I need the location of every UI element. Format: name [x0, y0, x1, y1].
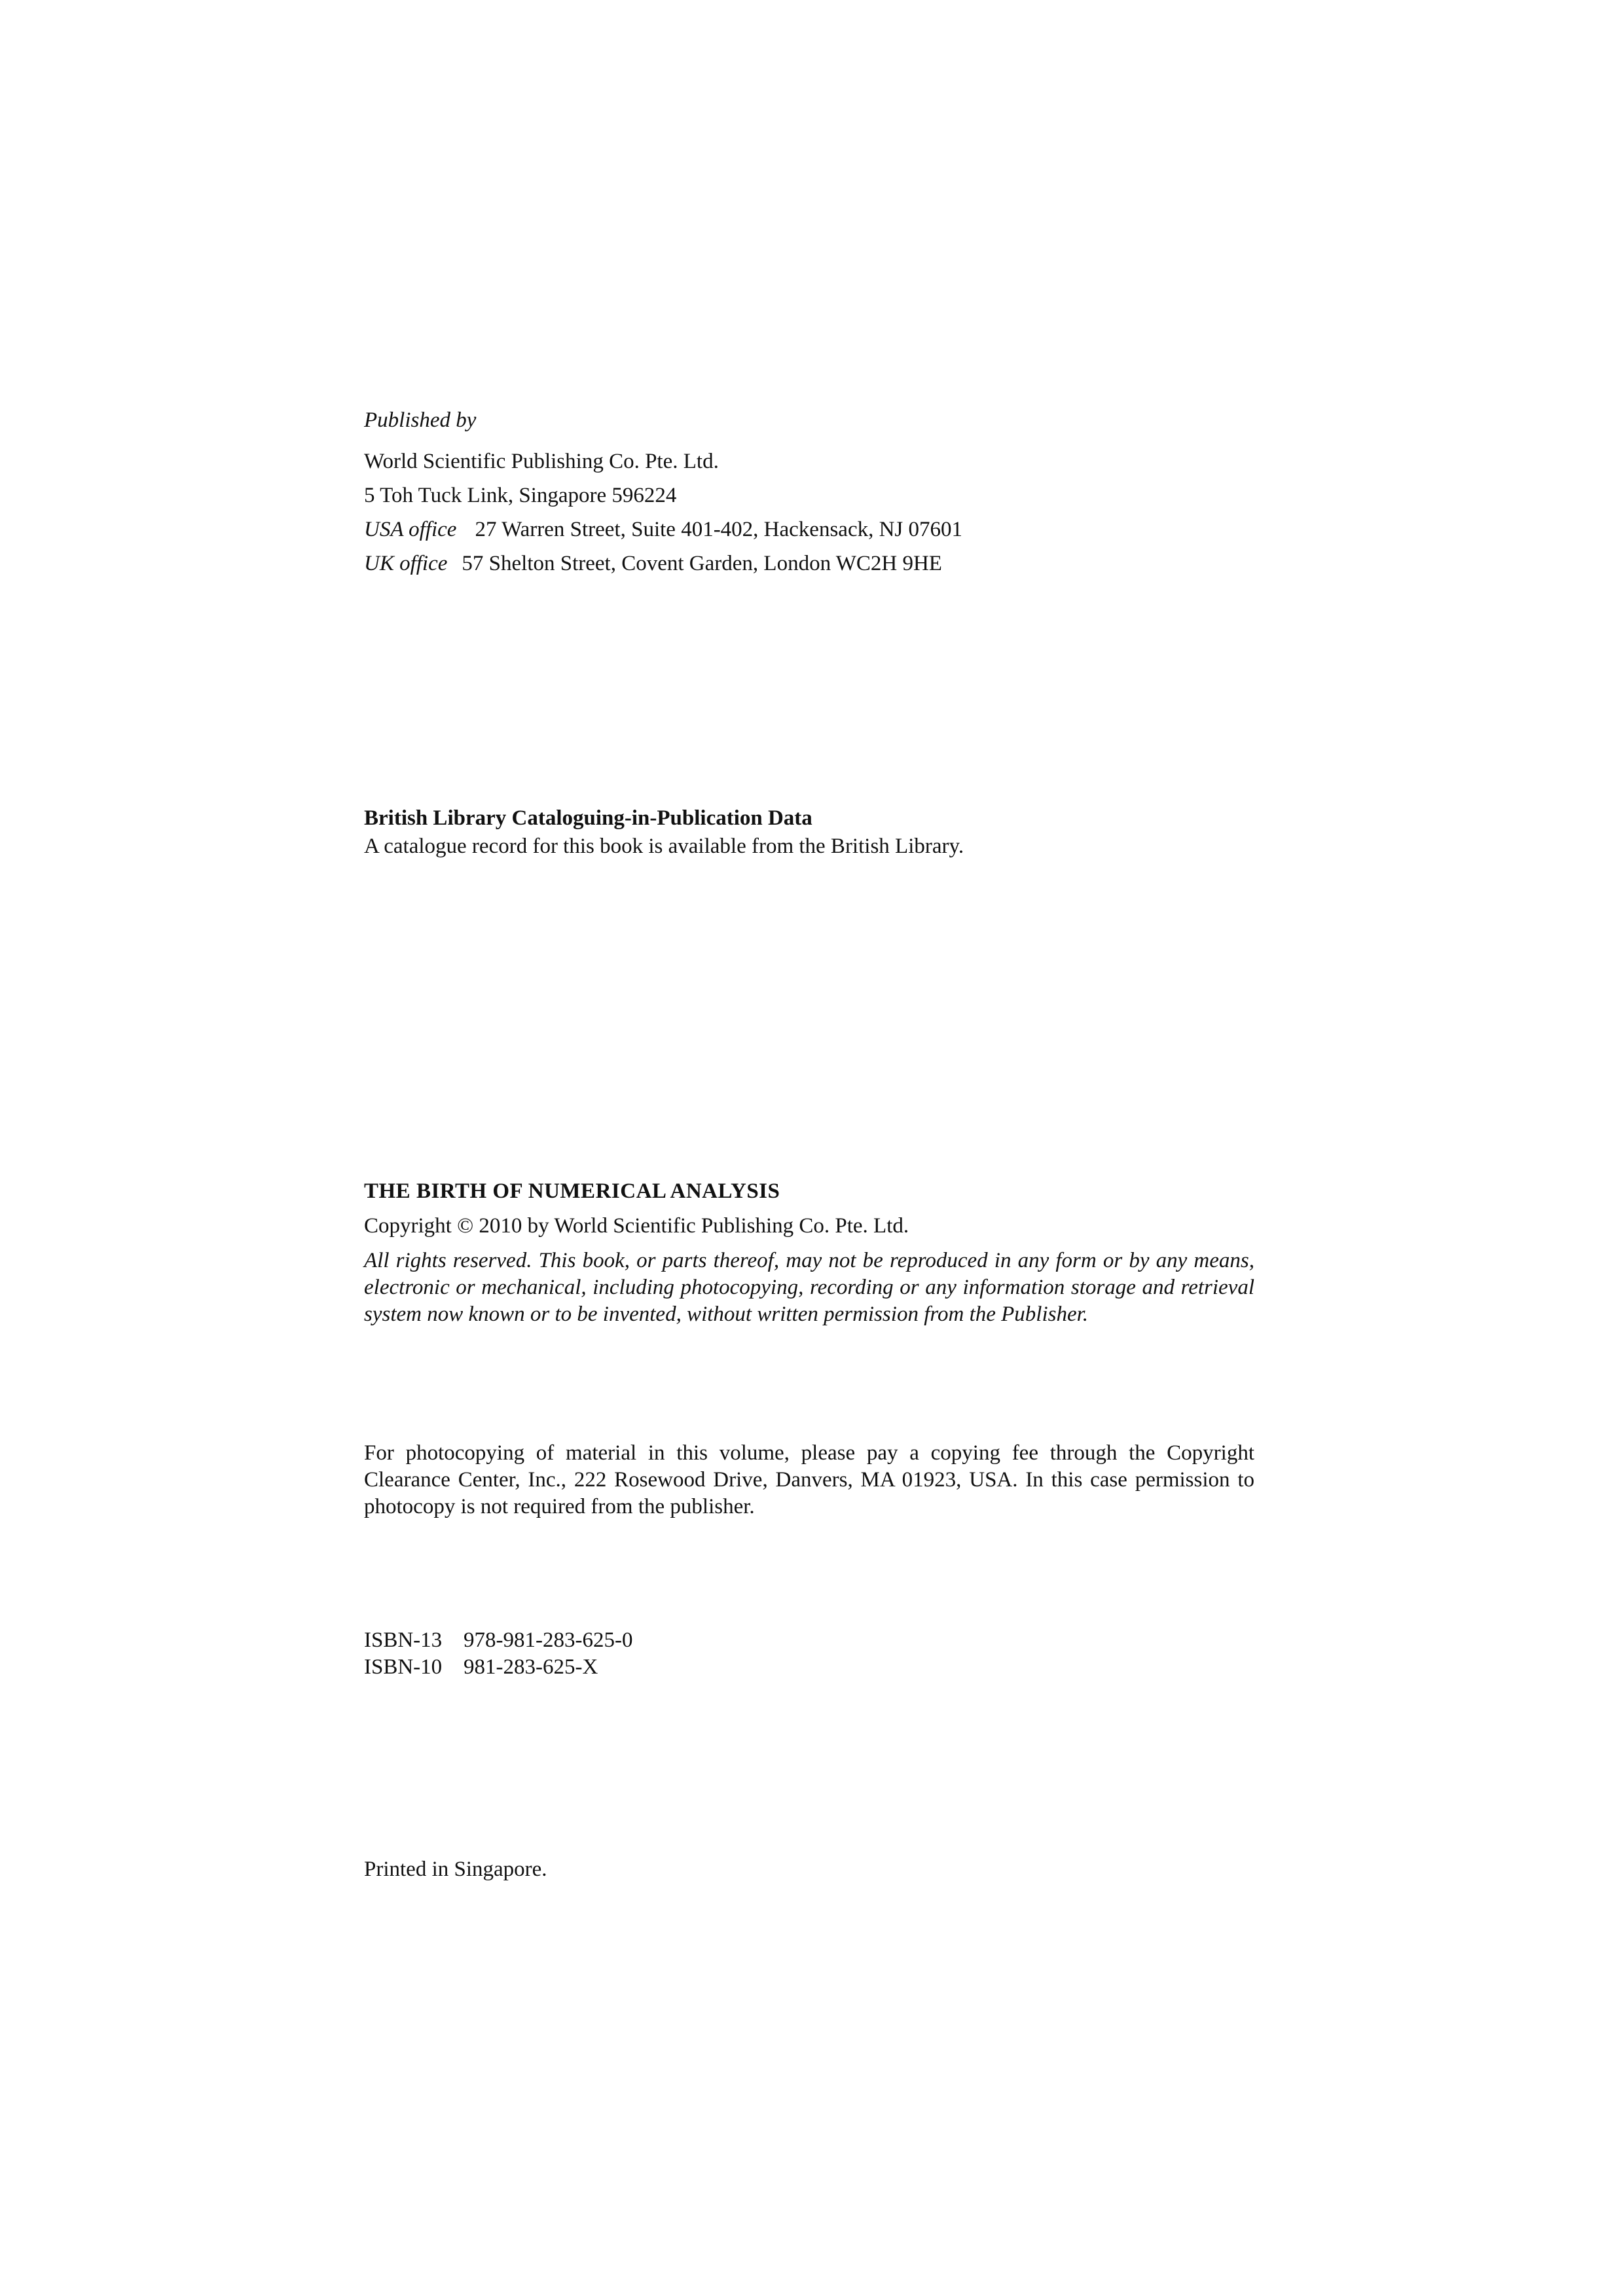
printed-block: [364, 1856, 1254, 1883]
isbn-block: [364, 1627, 1254, 1681]
publisher-address: 5 Toh Tuck Link, Singapore 596224: [364, 484, 677, 507]
photocopy-block: [364, 1440, 1254, 1520]
copyright-block: [364, 1178, 1254, 1328]
usa-office-label: USA office: [364, 518, 457, 541]
uk-office-address: 57 Shelton Street, Covent Garden, London WC2H 9HE: [462, 552, 942, 575]
book-title: THE BIRTH OF NUMERICAL ANALYSIS: [364, 1179, 780, 1203]
british-library-text: A catalogue record for this book is available from the British Library.: [364, 834, 964, 858]
british-library-heading: British Library Cataloguing-in-Publication Data: [364, 806, 812, 830]
photocopy-text: For photocopying of material in this volume, please pay a copying fee through the Copyright Clearance Center, Inc., 222 Rosewood Drive, Danvers, MA 01923, USA. In this case permission to photocopy is not required from the publisher.: [364, 1441, 1254, 1518]
usa-office-address: 27 Warren Street, Suite 401-402, Hackensack, NJ 07601: [475, 518, 963, 541]
publisher-block: [364, 407, 1254, 584]
publisher-name: World Scientific Publishing Co. Pte. Ltd.: [364, 450, 719, 473]
isbn13-value: 978-981-283-625-0: [464, 1628, 633, 1652]
isbn13-line: [364, 1627, 1254, 1654]
isbn10-line: [364, 1654, 1254, 1681]
isbn10-value: 981-283-625-X: [464, 1655, 598, 1679]
isbn10-label: ISBN-10: [364, 1655, 443, 1679]
copyright-notice: Copyright © 2010 by World Scientific Publishing Co. Pte. Ltd.: [364, 1214, 909, 1238]
uk-office-label: UK office: [364, 552, 448, 575]
printed-in: Printed in Singapore.: [364, 1857, 547, 1881]
isbn13-label: ISBN-13: [364, 1628, 443, 1652]
usa-office-line: [364, 516, 1254, 543]
rights-statement: All rights reserved. This book, or parts thereof, may not be reproduced in any form or by any means, electronic or mechanical, including photocopying, recording or any information storage and retrieval system now known or to be invented, without written permission from the Publisher.: [364, 1249, 1254, 1326]
british-library-block: [364, 805, 1254, 861]
uk-office-line: [364, 550, 1254, 577]
published-by-label: Published by: [364, 408, 477, 432]
